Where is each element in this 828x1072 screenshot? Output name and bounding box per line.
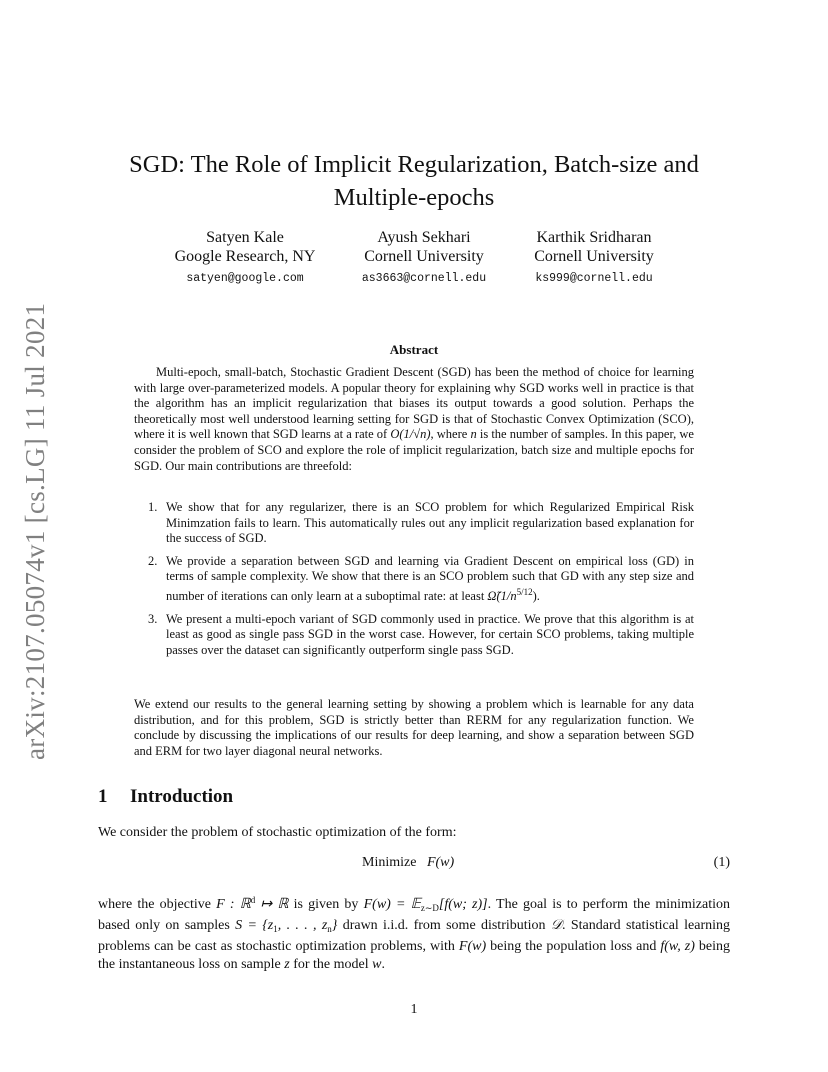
inline-math: F(w)	[458, 939, 487, 954]
rate-math: Ω̃(1/n	[487, 588, 517, 603]
author-name: Ayush Sekhari	[377, 229, 471, 246]
inline-math: , . . . , z	[277, 918, 328, 933]
author-affiliation: Cornell University	[364, 248, 484, 265]
inline-math-sup: d	[250, 895, 256, 905]
section-number: 1	[98, 786, 108, 807]
author-block	[348, 228, 500, 288]
body-text: . The goal is to perform the minimization based only on samples	[98, 897, 730, 933]
sample-count-var: n	[470, 427, 477, 442]
equation-operator: Minimize	[362, 855, 417, 870]
author-block	[516, 228, 672, 288]
rate-math: O(1/√n)	[390, 427, 431, 442]
author-name: Karthik Sridharan	[536, 229, 652, 246]
list-item-number: 3.	[148, 611, 158, 626]
abstract-text: , where	[430, 427, 471, 442]
list-item-text: We present a multi-epoch variant of SGD commonly used in practice. We prove that this algorithm is at least as good as single pass SGD in the worst case. However, for certain SCO problems, taking multiple passes over the dataset can significantly outperform single pass SGD.	[166, 611, 694, 657]
inline-math: 𝒟	[550, 918, 563, 933]
inline-math-sub: z∼D	[420, 903, 439, 913]
inline-math: z	[284, 957, 290, 972]
author-affiliation: Cornell University	[534, 248, 654, 265]
page-number: 1	[410, 1002, 418, 1017]
list-item-text: We show that for any regularizer, there is an SCO problem for which Regularized Empirical Risk Minimzation fails to learn. This automatically rules out any implicit regularization based explanation for the success of SGD.	[166, 500, 694, 546]
inline-math: [f(w; z)]	[438, 897, 488, 912]
paper-title	[100, 148, 728, 214]
list-item-number: 2.	[148, 553, 158, 568]
author-block	[160, 228, 330, 288]
body-text: . Standard statistical learning problems can be cast as stochastic optimization problems, with	[98, 918, 730, 954]
author-email[interactable]: satyen@google.com	[186, 272, 304, 285]
list-item	[134, 500, 694, 547]
body-text: .	[381, 957, 385, 972]
arxiv-identifier-stamp: arXiv:2107.05074v1 [cs.LG] 11 Jul 2021	[20, 302, 50, 760]
body-text: for the model	[289, 957, 373, 972]
inline-math-sub: n	[327, 924, 332, 934]
body-text: drawn i.i.d. from some distribution	[337, 918, 551, 933]
abstract-text: is the number of samples. In this paper, we consider the problem of SCO and explore the role of implicit regularization, batch size and multiple epochs for SGD. Our main contributions are threefold:	[134, 427, 694, 473]
author-email[interactable]: ks999@cornell.edu	[535, 272, 653, 285]
intro-paragraph	[98, 891, 730, 974]
body-text: being the population loss and	[486, 939, 661, 954]
section-heading	[98, 786, 233, 808]
author-name: Satyen Kale	[206, 229, 284, 246]
abstract-intro-paragraph	[134, 365, 694, 474]
inline-math: w	[372, 957, 382, 972]
inline-math: }	[331, 918, 338, 933]
equation-expression: F(w)	[426, 855, 455, 870]
inline-math: f(w, z)	[660, 939, 695, 954]
inline-math: S = {z	[235, 918, 274, 933]
rate-exponent: 5/12	[516, 586, 533, 597]
author-email[interactable]: as3663@cornell.edu	[361, 272, 487, 285]
abstract-text: Multi-epoch, small-batch, Stochastic Gradient Descent (SGD) has been the method of choice for learning with large over-parameterized models. A popular theory for explaining why SGD works well in practice is that the algorithm has an implicit regularization that biases its output towards a good solution. Perhaps the theoretically most well understood learning setting for SGD is that of Stochastic Convex Optimization (SCO), where it is well known that SGD learns at a rate of	[134, 365, 694, 442]
equation-body	[362, 855, 454, 871]
list-item-text: ).	[532, 588, 540, 603]
body-text: being the instantaneous loss on sample	[98, 939, 731, 972]
abstract-heading: Abstract	[389, 342, 439, 357]
list-item-text: We provide a separation between SGD and learning via Gradient Descent on empirical loss (GD) in terms of sample complexity. We show that there is an SCO problem such that GD with any step size and number of iterations can only learn at a suboptimal rate: at least	[166, 553, 694, 603]
intro-paragraph: We consider the problem of stochastic optimization of the form:	[98, 825, 457, 840]
body-text: where the objective	[98, 897, 217, 912]
inline-math: F : ℝ	[216, 897, 251, 912]
list-item-number: 1.	[148, 500, 158, 514]
inline-math-sub: 1	[273, 924, 278, 934]
list-item	[134, 612, 694, 659]
contributions-list	[134, 500, 694, 665]
title-line-2: Multiple-epochs	[333, 184, 495, 211]
section-title: Introduction	[130, 786, 234, 807]
title-line-1: SGD: The Role of Implicit Regularization, Batch-size and	[129, 151, 699, 178]
author-affiliation: Google Research, NY	[174, 248, 316, 265]
equation-number: (1)	[713, 855, 730, 870]
inline-math: ↦ ℝ	[255, 897, 289, 912]
list-item	[134, 554, 694, 605]
inline-math: F(w) = 𝔼	[363, 897, 421, 912]
abstract-closing-paragraph: We extend our results to the general learning setting by showing a problem which is learnable for any data distribution, and for this problem, SGD is strictly better than RERM for any regularization function. We conclude by discussing the implications of our results for deep learning, and show a separation between SGD and ERM for two layer diagonal neural networks.	[134, 697, 694, 758]
body-text: is given by	[288, 897, 364, 912]
